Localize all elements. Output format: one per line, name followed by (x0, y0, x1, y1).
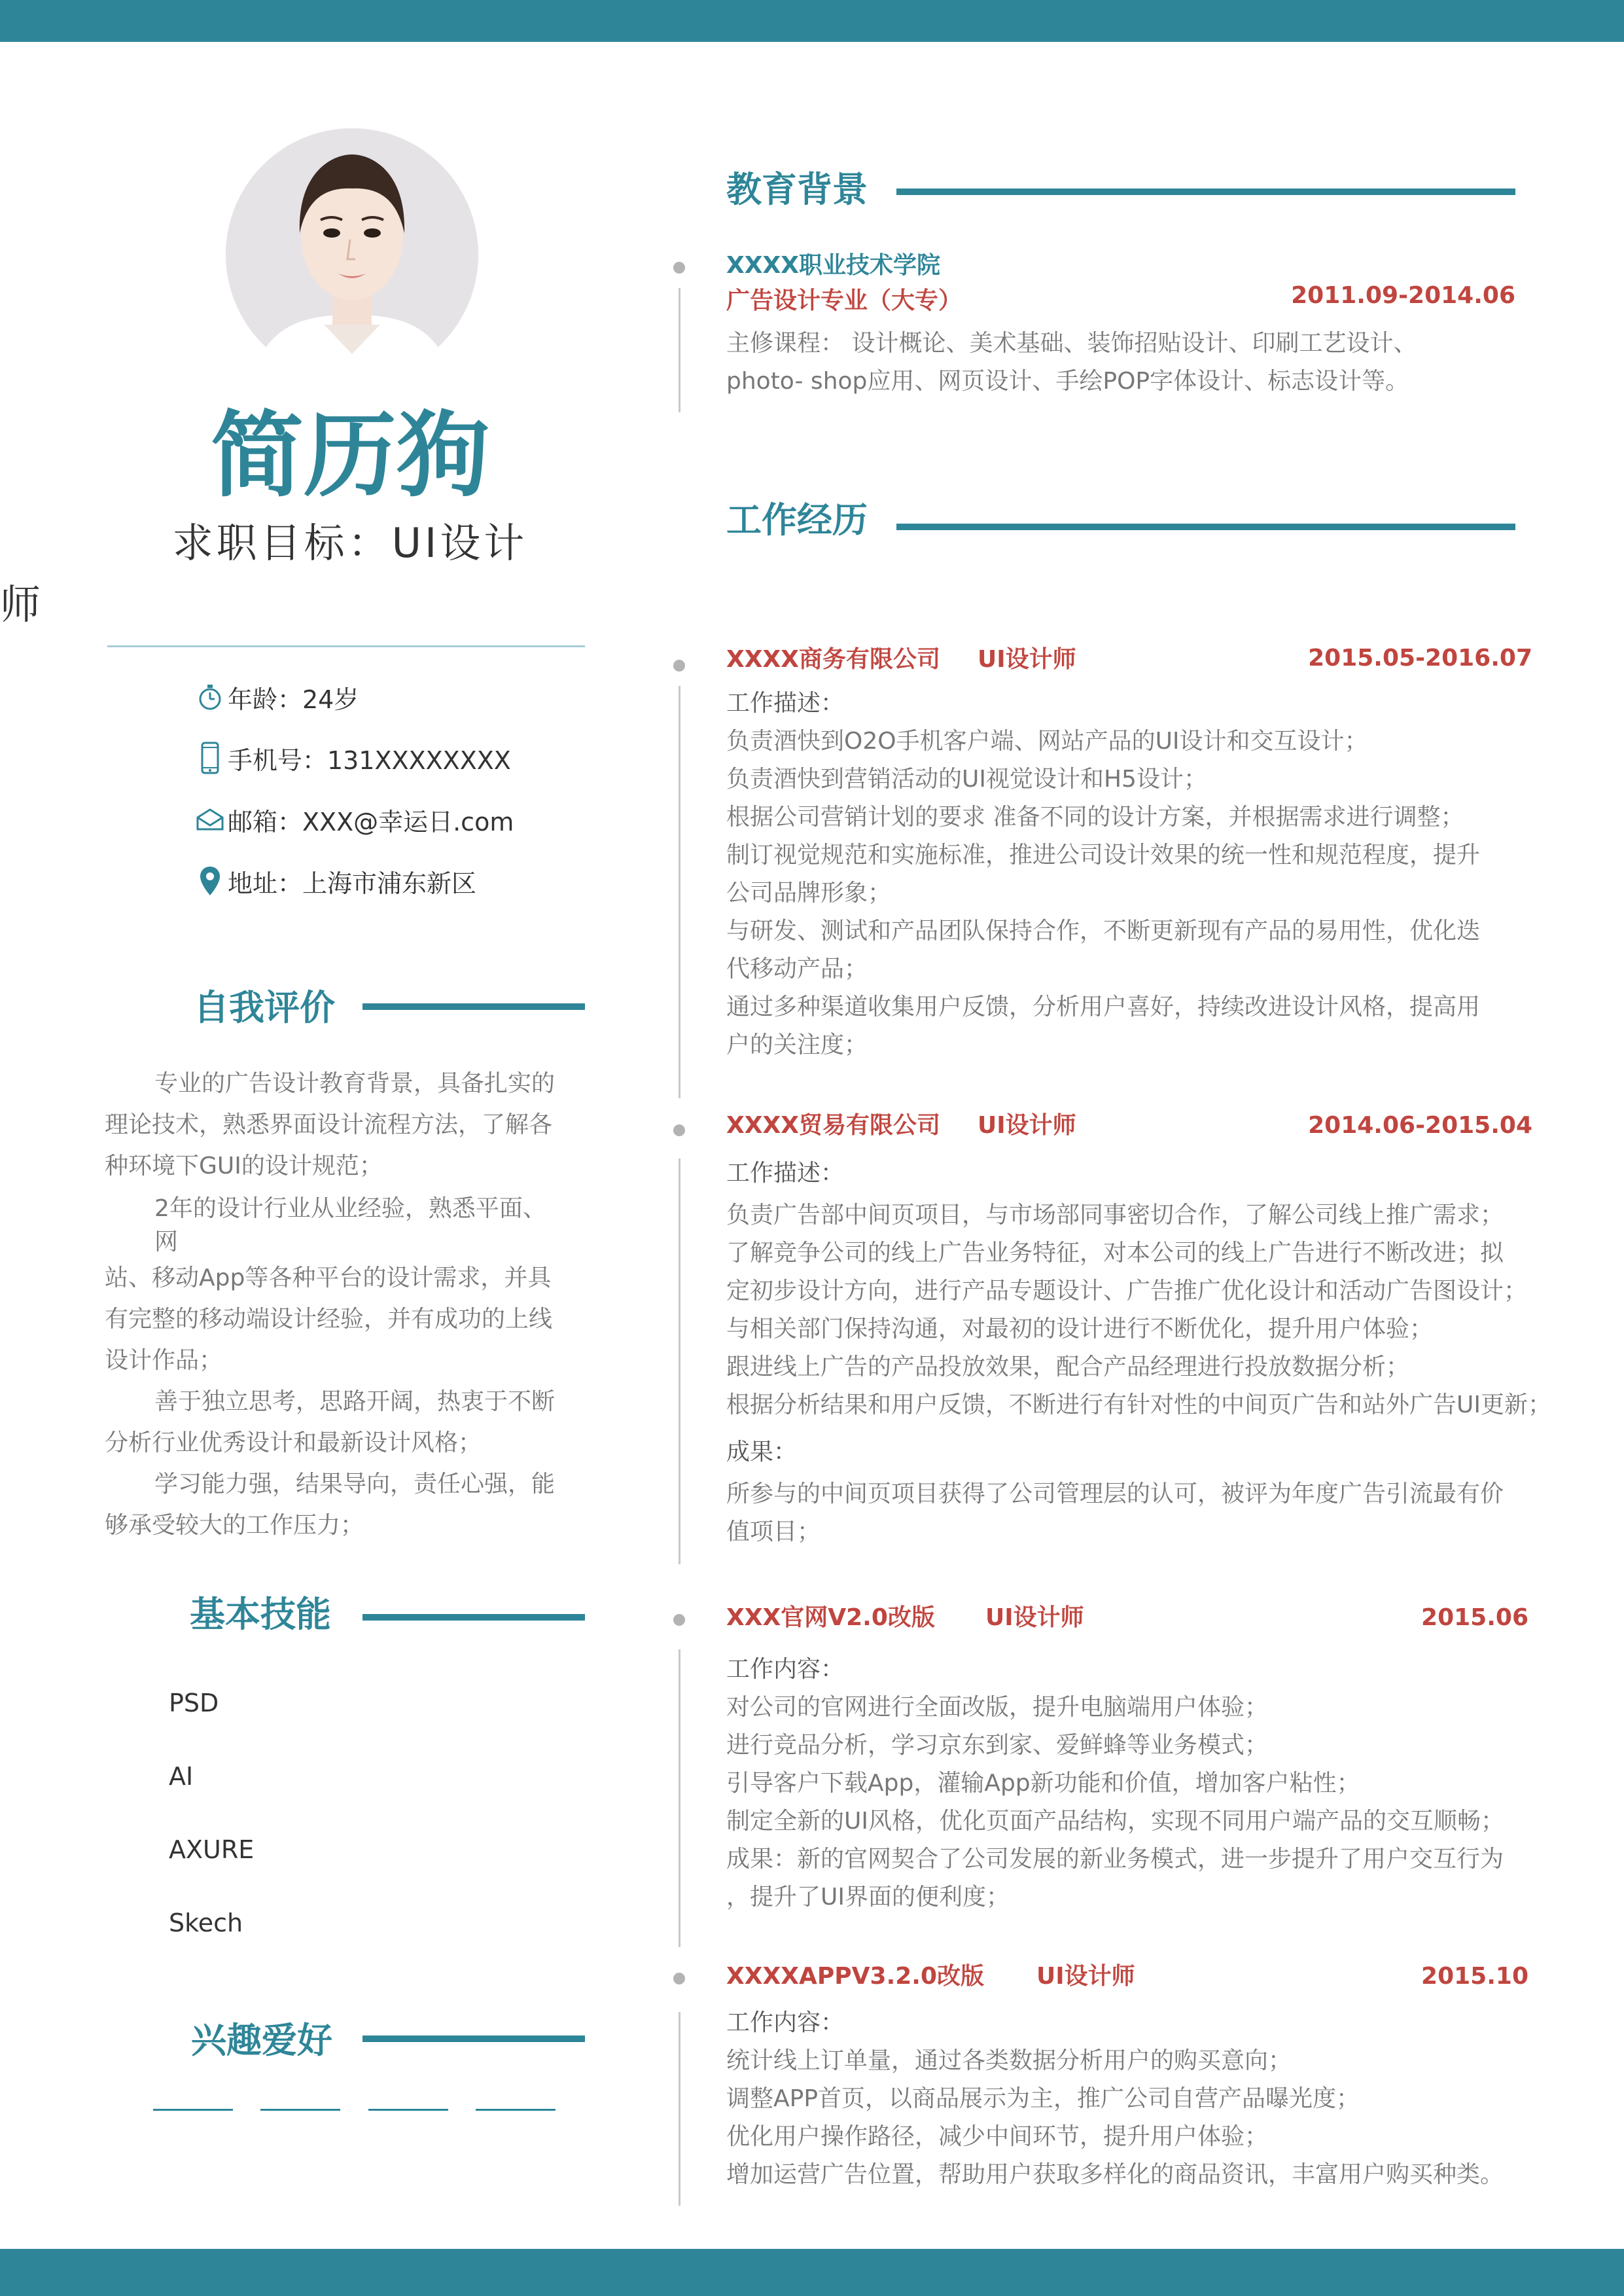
job-role: UI设计师 (978, 1112, 1076, 1139)
job-company: XXXX商务有限公司 (726, 646, 941, 673)
self-eval-line: 善于独立思考，思路开阔，热衷于不断 (154, 1388, 556, 1415)
job-period: 2015.05-2016.07 (1308, 645, 1532, 672)
job-desc-line: 根据分析结果和用户反馈，不断进行有针对性的中间页广告和站外广告UI更新； (726, 1391, 1551, 1418)
email-text: 邮箱：XXX@幸运日.com (228, 807, 514, 836)
top-accent-bar (0, 0, 1624, 42)
job-desc-line: 跟进线上广告的产品投放效果，配合产品经理进行投放数据分析； (726, 1354, 1410, 1380)
job-desc-label: 工作内容： (726, 1656, 845, 1683)
education-title-line (896, 188, 1515, 195)
job-desc-line: 负责广告部中间页项目，与市场部同事密切合作，了解公司线上推广需求； (726, 1202, 1504, 1229)
bottom-accent-bar (0, 2249, 1624, 2296)
skill-item: PSD (169, 1689, 219, 1717)
self-eval-line: 站、移动App等各种平台的设计需求，并具 (105, 1265, 552, 1291)
timeline-dot (673, 1614, 685, 1626)
job-result-label: 成果： (726, 1439, 798, 1465)
timeline-dot (673, 1124, 685, 1136)
self-eval-line: 学习能力强，结果导向，责任心强，能 (154, 1471, 556, 1498)
job-desc-label: 工作内容： (726, 2009, 845, 2036)
timeline-dot (673, 660, 685, 672)
skills-title: 基本技能 (190, 1594, 331, 1635)
location-pin-icon (195, 864, 225, 898)
self-eval-line: 设计作品； (105, 1347, 223, 1374)
job-desc-line: 统计线上订单量，通过各类数据分析用户的购买意向； (726, 2047, 1292, 2074)
job-desc-label: 工作描述： (726, 690, 845, 717)
mail-icon (195, 802, 225, 836)
job-result-line: 值项目； (726, 1518, 821, 1545)
job-desc-line: 负责酒快到O2O手机客户端、网站产品的UI设计和交互设计； (726, 728, 1368, 755)
work-title: 工作经历 (726, 499, 868, 541)
skill-item: AI (169, 1762, 194, 1791)
hobby-placeholder-line (368, 2109, 448, 2111)
hobbies-title: 兴趣爱好 (191, 2020, 332, 2061)
job-description (726, 1155, 1597, 1551)
job-role: UI设计师 (978, 646, 1076, 673)
contact-email (195, 797, 514, 842)
job-desc-line: 引导客户下载App，灌输App新功能和价值，增加客户粘性； (726, 1770, 1360, 1797)
job-desc-line: 与研发、测试和产品团队保持合作，不断更新现有产品的易用性，优化迭 (726, 918, 1481, 944)
courses-line: 主修课程： 设计概论、美术基础、装饰招贴设计、印刷工艺设计、 (726, 330, 1417, 357)
age-text: 年龄：24岁 (228, 685, 359, 714)
self-eval-line: 理论技术，熟悉界面设计流程方法，了解各 (105, 1111, 553, 1138)
job-desc-line: 定初步设计方向，进行产品专题设计、广告推广优化设计和活动广告图设计； (726, 1278, 1528, 1304)
courses-text (726, 325, 1544, 401)
job-period: 2015.06 (1421, 1604, 1528, 1631)
self-eval-text (105, 1063, 589, 1546)
portrait-photo (226, 128, 478, 381)
timeline-line (679, 1158, 680, 1564)
job-desc-line: 制定全新的UI风格，优化页面产品结构，实现不同用户端产品的交互顺畅； (726, 1808, 1504, 1835)
job-period: 2015.10 (1421, 1963, 1528, 1990)
timeline-line (679, 2012, 680, 2206)
job-role: UI设计师 (1036, 1963, 1135, 1990)
job-desc-line: 调整APP首页，以商品展示为主，推广公司自营产品曝光度； (726, 2085, 1360, 2112)
job-desc-line: 制订视觉规范和实施标准，推进公司设计效果的统一性和规范程度，提升 (726, 842, 1481, 869)
job-desc-line: 进行竞品分析，学习京东到家、爱鲜蜂等业务模式； (726, 1732, 1269, 1759)
timeline-line (679, 686, 680, 1098)
address-text: 地址：上海市浦东新区 (228, 869, 477, 898)
self-eval-title-line (362, 1003, 585, 1010)
timeline-dot (673, 1973, 685, 1984)
job-company: XXX官网V2.0改版 (726, 1604, 935, 1631)
hobby-placeholder-line (260, 2109, 340, 2111)
skills-title-line (362, 1614, 585, 1621)
hobby-placeholder-line (476, 2109, 556, 2111)
stopwatch-icon (195, 680, 225, 714)
job-desc-line: 成果：新的官网契合了公司发展的新业务模式，进一步提升了用户交互行为 (726, 1846, 1504, 1873)
job-company: XXXX贸易有限公司 (726, 1112, 941, 1139)
job-company: XXXXAPPV3.2.0改版 (726, 1963, 985, 1990)
skill-item: AXURE (169, 1835, 255, 1864)
job-desc-line: 增加运营广告位置，帮助用户获取多样化的商品资讯，丰富用户购买种类。 (726, 2161, 1504, 2188)
job-desc-label: 工作描述： (726, 1160, 845, 1187)
contact-age (195, 674, 359, 720)
job-result-line: 所参与的中间页项目获得了公司管理层的认可，被评为年度广告引流最有价 (726, 1480, 1504, 1507)
job-desc-line: 与相关部门保持沟通，对最初的设计进行不断优化，提升用户体验； (726, 1316, 1434, 1342)
phone-icon (195, 741, 225, 775)
job-description (726, 2004, 1603, 2194)
self-eval-line: 2年的设计行业从业经验，熟悉平面、 (154, 1195, 546, 1222)
job-desc-line: 优化用户操作路径，减少中间环节，提升用户体验； (726, 2123, 1269, 2150)
self-eval-line: 专业的广告设计教育背景，具备扎实的 (154, 1070, 556, 1097)
school-name: XXXX职业技术学院 (726, 252, 941, 279)
timeline-line (679, 1649, 680, 1947)
candidate-name: 简历狗 (211, 402, 489, 510)
self-eval-title: 自我评价 (194, 987, 335, 1028)
self-eval-line: 有完整的移动端设计经验，并有成功的上线 (105, 1306, 553, 1333)
job-goal: 求职目标：UI设计 (172, 519, 528, 567)
work-title-line (896, 524, 1515, 530)
education-period: 2011.09-2014.06 (1291, 282, 1515, 309)
phone-text: 手机号：131XXXXXXXX (228, 745, 511, 775)
contact-phone (195, 735, 511, 781)
self-eval-line: 网 (154, 1229, 179, 1255)
hobbies-title-line (362, 2036, 585, 2042)
skill-item: Skech (169, 1909, 243, 1937)
job-desc-line: ，提升了UI界面的便利度； (726, 1884, 1010, 1910)
self-eval-line: 分析行业优秀设计和最新设计风格； (105, 1429, 482, 1456)
contact-address (195, 858, 476, 904)
job-period: 2014.06-2015.04 (1308, 1112, 1532, 1139)
timeline-line (679, 288, 680, 412)
job-desc-line: 根据公司营销计划的要求 准备不同的设计方案，并根据需求进行调整； (726, 804, 1464, 831)
job-desc-line: 户的关注度； (726, 1031, 868, 1058)
profile-divider (107, 645, 585, 647)
job-description (726, 1651, 1590, 1916)
self-eval-line: 种环境下GUI的设计规范； (105, 1153, 383, 1179)
self-eval-line: 够承受较大的工作压力； (105, 1512, 364, 1539)
education-title: 教育背景 (726, 169, 868, 210)
job-description (726, 685, 1577, 1064)
avatar (226, 128, 478, 381)
job-desc-line: 代移动产品； (726, 956, 868, 982)
timeline-dot (673, 262, 685, 274)
job-desc-line: 负责酒快到营销活动的UI视觉设计和H5设计； (726, 766, 1207, 793)
job-role: UI设计师 (985, 1604, 1084, 1631)
job-desc-line: 通过多种渠道收集用户反馈，分析用户喜好，持续改进设计风格，提高用 (726, 994, 1481, 1020)
job-goal-wrap: 师 (0, 581, 41, 628)
courses-line: photo- shop应用、网页设计、手绘POP字体设计、标志设计等。 (726, 368, 1409, 395)
job-desc-line: 了解竞争公司的线上广告业务特征，对本公司的线上广告进行不断改进；拟 (726, 1240, 1504, 1266)
job-desc-line: 公司品牌形象； (726, 880, 892, 906)
major-name: 广告设计专业（大专） (726, 287, 962, 314)
job-desc-line: 对公司的官网进行全面改版，提升电脑端用户体验； (726, 1694, 1269, 1721)
hobby-placeholder-line (153, 2109, 233, 2111)
